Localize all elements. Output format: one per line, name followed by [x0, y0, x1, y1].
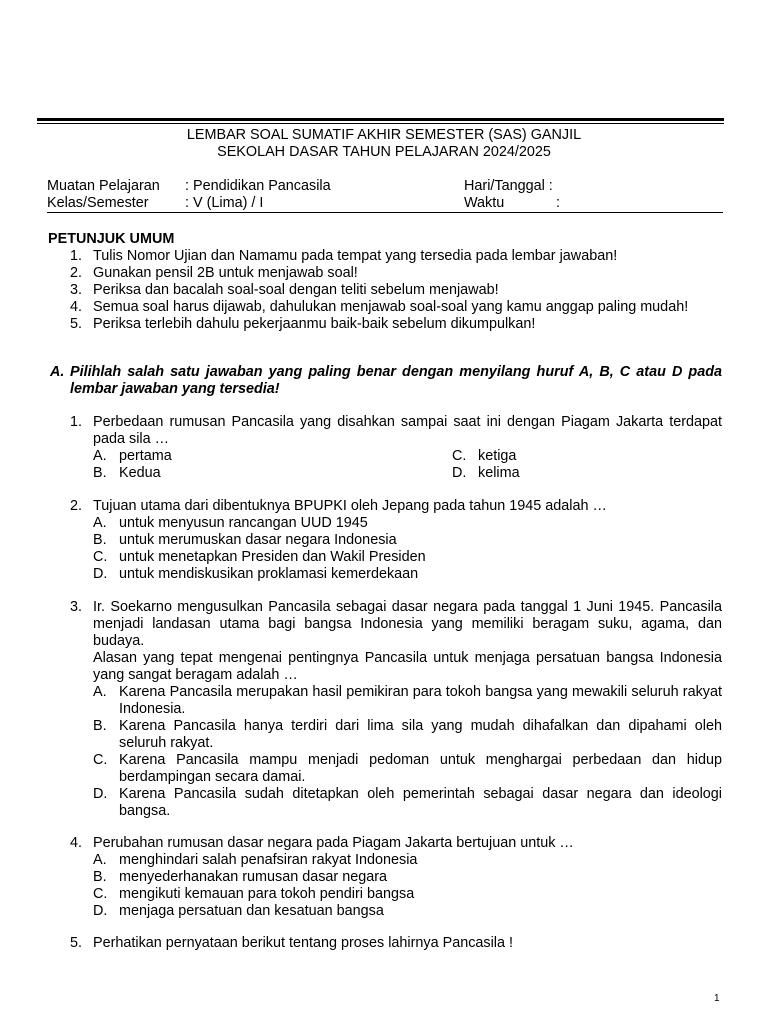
time-label: Waktu	[464, 195, 505, 211]
header-rule-thin	[37, 123, 724, 124]
section-a-instruction: A. Pilihlah salah satu jawaban yang paling benar dengan menyilang huruf A, B, C atau D pada lembar jawaban yang tersedia!	[50, 364, 722, 397]
info-row-class	[47, 195, 723, 212]
question-text: Perbedaan rumusan Pancasila yang disahkan sampai saat ini dengan Piagam Jakarta terdapat pada sila …	[93, 414, 722, 447]
header-rule-thick	[37, 118, 724, 121]
option-b[interactable]: B. untuk merumuskan dasar negara Indonesia	[93, 532, 397, 548]
question-number: 2.	[70, 498, 83, 514]
page-number: 1	[714, 993, 720, 1004]
option-c[interactable]: C. untuk menetapkan Presiden dan Wakil Presiden	[93, 549, 426, 565]
day-label: Hari/Tanggal :	[464, 178, 553, 194]
option-c[interactable]: C. Karena Pancasila mampu menjadi pedoman untuk menghargai perbedaan dan hidup berdampingan secara damai.	[93, 752, 722, 785]
instruction-item: 4. Semua soal harus dijawab, dahulukan menjawab soal-soal yang kamu anggap paling mudah!	[70, 299, 689, 315]
info-row-subject	[47, 178, 723, 195]
exam-title: LEMBAR SOAL SUMATIF AKHIR SEMESTER (SAS) GANJIL	[186, 127, 582, 143]
question-number: 3.	[70, 599, 83, 615]
question-number: 4.	[70, 835, 83, 851]
instruction-item: 5. Periksa terlebih dahulu pekerjaanmu baik-baik sebelum dikumpulkan!	[70, 316, 536, 332]
exam-subtitle: SEKOLAH DASAR TAHUN PELAJARAN 2024/2025	[217, 144, 551, 160]
instruction-item: 1. Tulis Nomor Ujian dan Namamu pada tempat yang tersedia pada lembar jawaban!	[70, 248, 618, 264]
class-value: : V (Lima) / I	[185, 195, 264, 211]
question-text-2: Alasan yang tepat mengenai pentingnya Pancasila untuk menjaga persatuan bangsa Indonesia yang sangat beragam adalah …	[93, 650, 722, 683]
question-text: Tujuan utama dari dibentuknya BPUPKI oleh Jepang pada tahun 1945 adalah …	[93, 498, 607, 514]
option-d[interactable]: D. Karena Pancasila sudah ditetapkan oleh pemerintah sebagai dasar negara dan ideologi bangsa.	[93, 786, 722, 819]
option-b[interactable]: B. menyederhanakan rumusan dasar negara	[93, 869, 387, 885]
question-number: 5.	[70, 935, 83, 951]
question-2	[70, 498, 722, 583]
question-3	[70, 599, 722, 820]
option-c[interactable]: C. mengikuti kemauan para tokoh pendiri bangsa	[93, 886, 415, 902]
instructions-heading: PETUNJUK UMUM	[48, 231, 175, 247]
subject-value: : Pendidikan Pancasila	[185, 178, 331, 194]
question-number: 1.	[70, 414, 83, 430]
instruction-item: 3. Periksa dan bacalah soal-soal dengan teliti sebelum menjawab!	[70, 282, 499, 298]
info-divider	[47, 212, 723, 213]
option-grid: A. pertama B. Kedua C. ketiga D. kelima	[93, 448, 520, 481]
instruction-item: 2. Gunakan pensil 2B untuk menjawab soal!	[70, 265, 358, 281]
option-a[interactable]: A. untuk menyusun rancangan UUD 1945	[93, 515, 368, 531]
option-a[interactable]: A. menghindari salah penafsiran rakyat Indonesia	[93, 852, 418, 868]
class-label: Kelas/Semester	[47, 195, 149, 211]
question-1	[70, 414, 722, 482]
option-b[interactable]: B. Karena Pancasila hanya terdiri dari lima sila yang mudah dihafalkan dan dipahami oleh seluruh rakyat.	[93, 718, 722, 751]
question-text: Perubahan rumusan dasar negara pada Piagam Jakarta bertujuan untuk …	[93, 835, 574, 851]
subject-label: Muatan Pelajaran	[47, 178, 160, 194]
question-5	[70, 935, 722, 952]
question-text: Ir. Soekarno mengusulkan Pancasila sebagai dasar negara pada tanggal 1 Juni 1945. Pancasila menjadi landasan utama bagi bangsa Indonesia yang memiliki beragam suku, agama, dan budaya.	[93, 599, 722, 649]
instructions-list	[70, 248, 722, 333]
option-d[interactable]: D. untuk mendiskusikan proklamasi kemerdekaan	[93, 566, 419, 582]
option-a[interactable]: A. Karena Pancasila merupakan hasil pemikiran para tokoh bangsa yang mewakili seluruh rakyat Indonesia.	[93, 684, 722, 717]
time-colon: :	[556, 195, 560, 211]
question-text: Perhatikan pernyataan berikut tentang proses lahirnya Pancasila !	[93, 935, 513, 951]
question-4	[70, 835, 722, 920]
option-d[interactable]: D. menjaga persatuan dan kesatuan bangsa	[93, 903, 384, 919]
